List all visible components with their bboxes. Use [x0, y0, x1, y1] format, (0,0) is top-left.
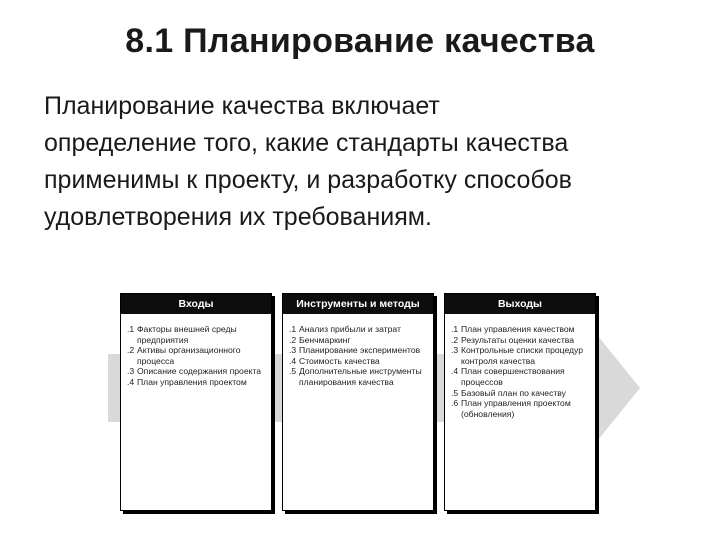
- inputs-list: [121, 316, 271, 392]
- list-item: .1 Факторы внешней среды предприятия: [127, 324, 237, 345]
- list-item: .3 Контрольные списки процедур контроля качества: [451, 345, 584, 366]
- tools-methods-panel-header: Инструменты и методы: [283, 294, 433, 316]
- outputs-list: [445, 316, 595, 423]
- list-item: .2 Активы организационного процесса: [127, 345, 241, 366]
- list-item: .5 Базовый план по качеству: [451, 387, 566, 398]
- body-line: Планирование качества включает: [44, 92, 440, 120]
- list-item: .2 Результаты оценки качества: [451, 334, 575, 345]
- tools-methods-list: [283, 316, 433, 392]
- list-item: .1 План управления качеством: [451, 324, 575, 334]
- list-item: .3 Планирование экспериментов: [289, 345, 421, 356]
- list-item: .4 План управления проектом: [127, 376, 247, 387]
- inputs-panel-header: Входы: [121, 294, 271, 316]
- body-line: удовлетворения их требованиям.: [44, 203, 432, 231]
- outputs-panel-header: Выходы: [445, 294, 595, 316]
- list-item: .4 Стоимость качества: [289, 355, 380, 366]
- list-item: .3 Описание содержания проекта: [127, 366, 262, 377]
- list-item: .2 Бенчмаркинг: [289, 334, 351, 345]
- list-item: .6 План управления проектом (обновления): [451, 398, 571, 419]
- inputs-panel: [120, 293, 272, 511]
- list-item: .1 Анализ прибыли и затрат: [289, 324, 401, 334]
- body-line: определение того, какие стандарты качества: [44, 129, 569, 157]
- body-line: применимы к проекту, и разработку способов: [44, 166, 572, 194]
- slide-title: 8.1 Планирование качества: [125, 22, 595, 60]
- list-item: .4 План совершенствования процессов: [451, 366, 565, 387]
- outputs-panel: [444, 293, 596, 511]
- tools-methods-panel: [282, 293, 434, 511]
- list-item: .5 Дополнительные инструменты планирования качества: [289, 366, 422, 387]
